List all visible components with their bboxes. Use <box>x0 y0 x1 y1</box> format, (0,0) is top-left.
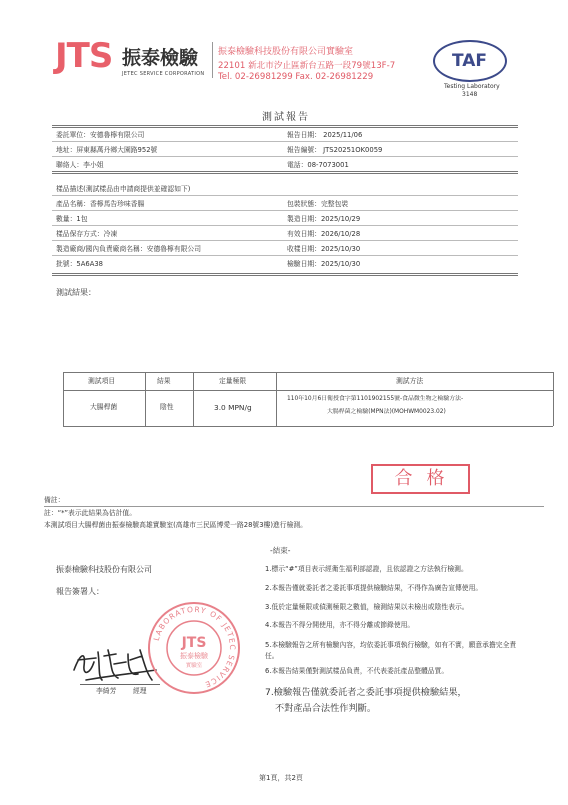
svg-text:LABORATORY OF JETEC SERVICE: LABORATORY OF JETEC SERVICE <box>151 604 238 690</box>
term-1: 1.標示“#”項目表示經衛生福利部認證，且依認證之方法執行檢測。 <box>265 565 468 573</box>
table-header-item: 測試項目 <box>88 377 116 385</box>
report-date: 報告日期： 2025/11/06 <box>287 131 363 139</box>
applicant-unit: 委託單位：安德魯檸有限公司 <box>56 131 145 139</box>
jts-logo: JTS <box>55 36 113 76</box>
term-2: 2.本報告僅就委託者之委託事項提供檢驗結果，不得作為廣告宣傳使用。 <box>265 584 483 592</box>
end-marker: -結束- <box>270 546 291 555</box>
signatory-company: 振泰檢驗科技股份有限公司 <box>56 565 152 574</box>
svg-text:振泰檢驗: 振泰檢驗 <box>180 652 208 660</box>
logo-english-name: JETEC SERVICE CORPORATION <box>122 71 205 77</box>
packaging-status: 包裝狀態：完整包裝 <box>287 200 349 208</box>
lab-seal <box>146 600 242 696</box>
page-footer: 第1頁，共2頁 <box>259 774 303 782</box>
taf-lab-number: 3148 <box>462 91 478 98</box>
remark-label: 備註： <box>44 496 65 504</box>
term-4: 4.本報告不得分開使用，亦不得分離或節錄使用。 <box>265 621 415 629</box>
logo-chinese-name: 振泰檢驗 <box>122 47 199 69</box>
table-header-method: 測試方法 <box>396 377 424 385</box>
test-item: 大腸桿菌 <box>90 403 118 411</box>
test-loq: 3.0 MPN/g <box>214 403 252 412</box>
test-date: 檢驗日期：2025/10/30 <box>287 260 361 268</box>
signer-printed-name: 李綺芳 <box>96 687 117 695</box>
storage-method: 樣品保存方式：冷凍 <box>56 230 118 238</box>
phone-number: 電話：08-7073001 <box>287 161 349 169</box>
term-3: 3.低於定量極限或偵測極限之數值，檢測結果以未檢出或陰性表示。 <box>265 603 469 611</box>
taf-accreditation-logo <box>433 40 507 82</box>
taf-caption: Testing Laboratory <box>444 83 500 90</box>
manufacture-date: 製造日期：2025/10/29 <box>287 215 361 223</box>
received-date: 收樣日期：2025/10/30 <box>287 245 361 253</box>
term-7-continued: 不對產品合法性作判斷。 <box>275 703 377 714</box>
remark-estimate: 註：“*”表示此結果為估計值。 <box>44 509 137 517</box>
applicant-address: 地址：屏東縣萬丹鄉大園路952號 <box>56 146 158 154</box>
manufacturer: 製造廠商/國內負責廠商名稱：安德魯檸有限公司 <box>56 245 202 253</box>
report-number: 報告編號： JTS20251OK0059 <box>287 146 383 154</box>
pass-stamp <box>371 464 470 494</box>
remark-lab-location: 本測試項目大腸桿菌由振泰檢驗高雄實驗室(高雄市三民區博愛一路28號3樓)進行檢測。 <box>44 521 307 529</box>
company-name: 振泰檢驗科技股份有限公司實驗室 <box>218 47 354 57</box>
term-5: 5.本檢驗報告之所有檢驗內容，均依委託事項執行檢驗，如有不實，願意承擔完全責任。 <box>265 641 517 660</box>
table-header-result: 結果 <box>157 377 171 385</box>
report-title: 測試報告 <box>262 112 310 123</box>
company-address: 22101 新北市汐止區新台五路一段79號13F-7 <box>218 61 396 71</box>
product-name: 產品名稱：香檸馬告珍味香腸 <box>56 200 145 208</box>
expiry-date: 有效日期：2026/10/28 <box>287 230 361 238</box>
sample-description-label: 樣品描述(測試樣品由申請商提供並確認如下) <box>56 185 191 193</box>
table-header-loq: 定量極限 <box>219 377 247 385</box>
signer-title: 經理 <box>133 687 147 695</box>
test-result: 陰性 <box>160 403 174 411</box>
svg-text:實驗室: 實驗室 <box>185 663 203 669</box>
results-heading: 測試結果： <box>56 288 96 297</box>
test-method-line-1: 110年10月6日衛授食字第1101902155號-食品微生物之檢驗方法- <box>287 396 464 402</box>
taf-logo-text: TAF <box>452 51 488 71</box>
company-phone-fax: Tel. 02-26981299 Fax. 02-26981229 <box>218 72 374 82</box>
term-7: 7.檢驗報告僅就委託者之委託事項提供檢驗結果， <box>265 687 467 698</box>
sample-quantity: 數量：1包 <box>56 215 88 223</box>
pass-stamp-text: 合格 <box>394 468 459 489</box>
term-6: 6.本報告結果僅對測試樣品負責，不代表委託產品整體品質。 <box>265 667 449 675</box>
batch-number: 批號：5A6A38 <box>56 260 103 268</box>
test-method-line-2: 大腸桿菌之檢驗(MPN法)(MOHWM0023.02) <box>327 409 446 415</box>
signatory-label: 報告簽署人： <box>56 587 104 596</box>
svg-text:JTS: JTS <box>181 635 207 651</box>
contact-person: 聯絡人：李小姐 <box>56 161 104 169</box>
